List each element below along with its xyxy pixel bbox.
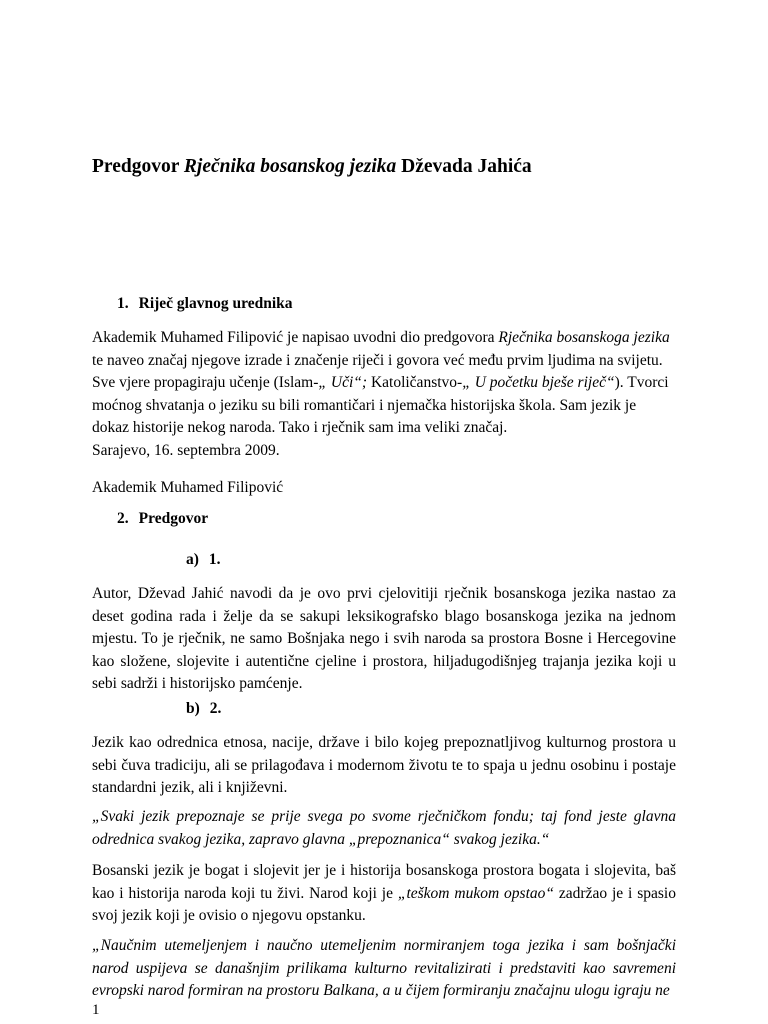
paragraph-intro-text-3: Katoličanstvo- [367, 374, 463, 391]
signature: Akademik Muhamed Filipović [92, 479, 284, 496]
section-2-heading [117, 510, 208, 528]
subsection-a-label: a) [186, 551, 199, 568]
subsection-a-heading [186, 551, 221, 569]
section-1-heading [117, 295, 293, 313]
paragraph-bosnian-text-1: Bosanski jezik je bogat i slojevit jer je i historija bosanskoga prostora bogata i slojevita, baš kao i historija naroda koji tu živi. Narod koji je [92, 862, 676, 902]
place-date: Sarajevo, 16. septembra 2009. [92, 442, 280, 459]
subsection-a-number: 1. [208, 551, 221, 568]
quote-u-pocetku: „ U početku bješe riječ“ [462, 374, 615, 391]
paragraph-bosnian [92, 860, 676, 928]
section-1-number: 1. [117, 295, 129, 312]
section-2-number: 2. [117, 510, 129, 527]
quote-teskom-mukom: „teškom mukom opstao“ [397, 884, 555, 902]
quote-scientific: „Naučnim utemeljenjem i naučno utemeljenim normiranjem toga jezika i sam bošnjački narod uspijeva se današnjim prilikama kulturno revitalizirati i predstaviti kao savremeni evropski narod formiran na prostoru Balkana, a u čijem formiranju značajnu ulogu igraju ne [92, 937, 676, 999]
section-2-title: Predgovor [138, 510, 209, 527]
subsection-b-label: b) [186, 700, 200, 717]
paragraph-intro-text-2: te naveo značaj njegove izrade i značenje riječi i govora već među prvim ljudima na svijetu. Sve vjere propagiraju učenje (Islam- [92, 351, 663, 391]
quote-uci: „ Uči“; [318, 374, 368, 391]
paragraph-author: Autor, Dževad Jahić navodi da je ovo prvi cjelovitiji rječnik bosanskoga jezika nastao za deset godina rada i želje da se sakupi leksikografsko blago bosanskoga jezika na jednom mjestu. To je rječnik, ne samo Bošnjaka nego i svih naroda sa prostora Bosne i Hercegovine kao složene, slojevite i autentične cjeline i prostora, hiljadugodišnjeg trajanja jezika koji u sebi sadrži i historijsko pamćenje. [92, 585, 676, 692]
paragraph-intro-text-1: Akademik Muhamed Filipović je napisao uvodni dio predgovora [92, 329, 499, 346]
subsection-b-number: 2. [209, 700, 222, 717]
paragraph-intro-text-4: ). Tvorci moćnog shvatanja o jeziku su bili romantičari i njemačka historijska škola. Sam jezik je dokaz historije nekog naroda. Tako i rječnik sam ima veliki značaj. [92, 374, 669, 436]
section-1-title: Riječ glavnog urednika [138, 295, 293, 312]
quote-vocabulary: „Svaki jezik prepoznaje se prije svega po svome rječničkom fondu; taj fond jeste glavna odrednica svakog jezika, zapravo glavna „prepoznanica“ svakog jezika.“ [92, 808, 676, 848]
paragraph-bosnian-text-2: zadržao je i spasio svoj jezik koji je ovisio o njegovu opstanku. [92, 884, 676, 924]
paragraph-intro [92, 327, 676, 440]
title-italic: Rječnika bosanskog jezika [183, 156, 397, 177]
page-number: 1 [92, 1002, 100, 1018]
title-trail: Dževada Jahića [396, 156, 532, 177]
page-title [92, 156, 532, 178]
title-lead: Predgovor [92, 156, 184, 177]
subsection-b-heading [186, 700, 221, 718]
paragraph-language: Jezik kao odrednica etnosa, nacije, države i bilo kojeg prepoznatljivog kulturnog prostora u sebi čuva tradiciju, ali se prilagođava i modernom životu te to spaja u jednu osobinu i postaje standardni jezik, ali i književni. [92, 734, 676, 796]
dictionary-title-italic: Rječnika bosanskoga jezika [498, 329, 670, 346]
